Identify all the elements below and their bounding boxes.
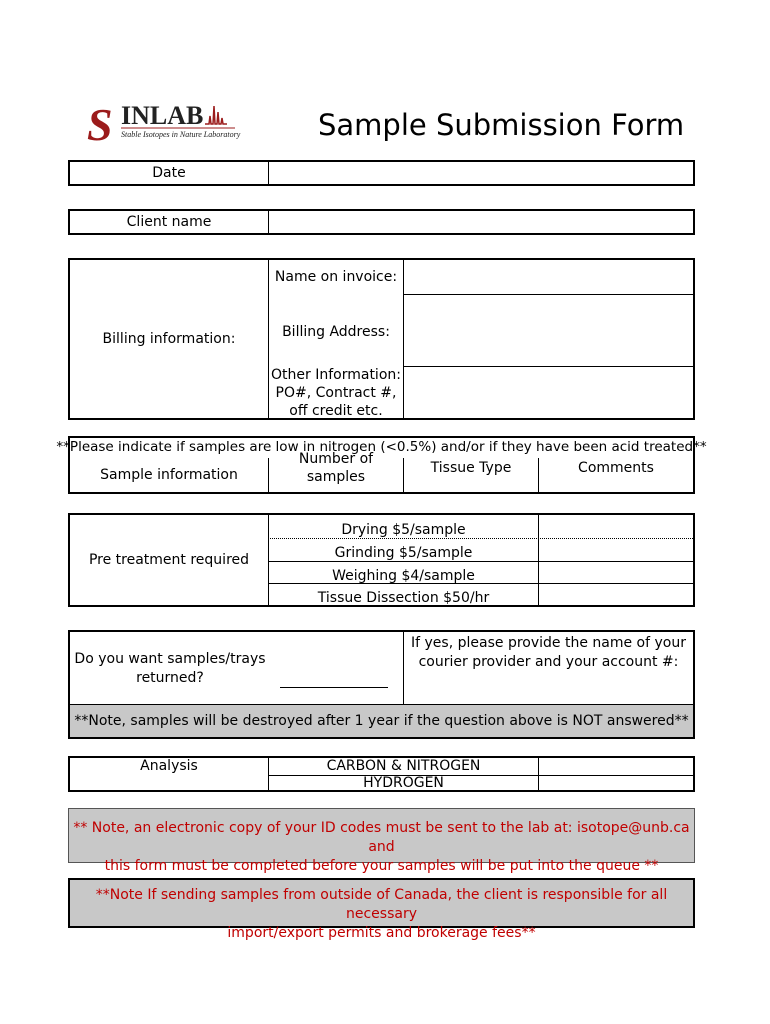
client-field[interactable] — [269, 211, 693, 233]
option-tissue-dissection: Tissue Dissection $50/hr — [317, 589, 490, 606]
pretreatment-label: Pre treatment required — [88, 551, 250, 568]
client-label: Client name — [126, 213, 212, 230]
id-codes-note — [68, 808, 695, 874]
date-row — [68, 160, 695, 186]
drying-checkbox-cell[interactable] — [539, 515, 693, 538]
logo-initial: S — [87, 99, 113, 148]
billing-table — [68, 258, 695, 420]
courier-prompt-line-2: courier provider and your account #: — [418, 654, 679, 671]
other-info-label — [269, 366, 403, 418]
id-codes-note-line-1: ** Note, an electronic copy of your ID codes must be sent to the lab at: isotope@unb.ca and — [73, 820, 690, 855]
sample-notice: **Please indicate if samples are low in nitrogen (<0.5%) and/or if they have been acid treated** — [56, 439, 707, 456]
canada-note-line-1: **Note If sending samples from outside of Canada, the client is responsible for all necessary — [95, 887, 668, 922]
destroy-note: **Note, samples will be destroyed after 1 year if the question above is NOT answered** — [70, 705, 693, 737]
client-row — [68, 209, 695, 235]
option-drying: Drying $5/sample — [341, 521, 466, 538]
name-on-invoice-label: Name on invoice: — [274, 269, 398, 285]
analysis-label: Analysis — [140, 758, 198, 775]
sample-label: Sample information — [100, 466, 238, 483]
id-codes-note-line-2: this form must be completed before your samples will be put into the queue ** — [104, 858, 659, 874]
return-table — [68, 630, 695, 739]
logo-text: INLAB — [121, 101, 204, 130]
billing-label: Billing information: — [102, 330, 236, 347]
date-label: Date — [152, 164, 186, 181]
courier-prompt — [404, 634, 693, 672]
logo-tagline: Stable Isotopes in Nature Laboratory — [121, 130, 241, 139]
page-title: Sample Submission Form — [318, 108, 685, 142]
sinlab-logo — [85, 98, 255, 148]
other-info-field[interactable] — [404, 367, 693, 418]
return-question-line-1: Do you want samples/trays — [74, 651, 266, 668]
col-comments: Comments — [578, 459, 654, 476]
other-info-line-1: Other Information: — [271, 366, 401, 383]
analysis-carbon-nitrogen: CARBON & NITROGEN — [326, 758, 481, 775]
other-info-line-3: off credit etc. — [289, 402, 383, 419]
sample-table — [56, 436, 707, 494]
dissection-checkbox-cell[interactable] — [539, 584, 693, 605]
return-question — [70, 650, 270, 688]
grinding-checkbox-cell[interactable] — [539, 539, 693, 561]
col-number-of-samples: Number of samples — [298, 450, 374, 485]
date-field[interactable] — [269, 162, 693, 184]
analysis-table — [68, 756, 695, 792]
option-weighing: Weighing $4/sample — [332, 567, 475, 584]
option-grinding: Grinding $5/sample — [334, 544, 473, 561]
return-question-line-2: returned? — [136, 670, 204, 687]
return-answer-line[interactable] — [280, 687, 388, 688]
col-tissue-type: Tissue Type — [430, 459, 512, 476]
name-on-invoice-field[interactable] — [404, 260, 693, 294]
pretreatment-table — [68, 513, 695, 607]
carbon-nitrogen-checkbox-cell[interactable] — [539, 758, 693, 775]
other-info-line-2: PO#, Contract #, — [275, 384, 397, 401]
hydrogen-checkbox-cell[interactable] — [539, 776, 693, 790]
courier-prompt-line-1: If yes, please provide the name of your — [411, 635, 686, 652]
analysis-hydrogen: HYDROGEN — [363, 774, 444, 791]
billing-address-field[interactable] — [404, 295, 693, 366]
canada-note-line-2: import/export permits and brokerage fees** — [227, 925, 536, 941]
canada-note — [68, 878, 695, 941]
weighing-checkbox-cell[interactable] — [539, 562, 693, 583]
billing-address-label: Billing Address: — [282, 323, 390, 340]
